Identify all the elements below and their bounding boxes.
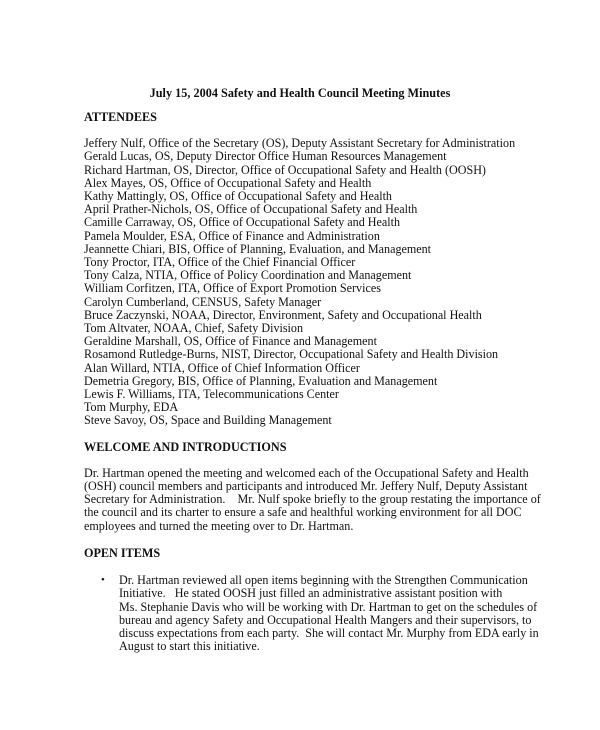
attendee-item: Alex Mayes, OS, Office of Occupational Safety and Health [84,175,372,190]
attendee-item: Geraldine Marshall, OS, Office of Finance and Management [84,334,377,349]
paragraph-line: employees and turned the meeting over to Dr. Hartman. [84,518,354,533]
paragraph-line: Dr. Hartman opened the meeting and welcomed each of the Occupational Safety and Health [84,465,529,480]
attendee-item: April Prather-Nichols, OS, Office of Occupational Safety and Health [84,202,418,217]
attendee-item: Tom Altvater, NOAA, Chief, Safety Division [84,321,304,336]
welcome-heading: WELCOME AND INTRODUCTIONS [84,439,287,454]
attendees-heading: ATTENDEES [84,110,157,124]
attendee-item: Jeannette Chiari, BIS, Office of Planning, Evaluation, and Management [84,241,432,256]
document-title: July 15, 2004 Safety and Health Council Meeting Minutes [149,86,451,100]
open-items-heading: OPEN ITEMS [84,545,161,560]
attendee-item: Jeffery Nulf, Office of the Secretary (OS), Deputy Assistant Secretary for Administration [84,136,516,151]
paragraph-line: bureau and agency Safety and Occupational Health Mangers and their supervisors, to [119,612,532,627]
bullet-icon: • [101,574,105,587]
attendee-item: Tom Murphy, EDA [84,400,179,415]
open-item [84,573,539,654]
paragraph-line: Initiative. He stated OOSH just filled an administrative assistant position with [119,586,503,601]
document-body [84,110,541,654]
attendee-item: Camille Carraway, OS, Office of Occupational Safety and Health [84,215,401,230]
attendee-item: Demetria Gregory, BIS, Office of Planning, Evaluation and Management [84,373,438,388]
paragraph-line: Dr. Hartman reviewed all open items beginning with the Strengthen Communication [119,573,528,588]
attendee-item: Lewis F. Williams, ITA, Telecommunications Center [84,387,339,402]
paragraph-line: Secretary for Administration. Mr. Nulf spoke briefly to the group restating the importance of [84,492,541,507]
attendee-item: Gerald Lucas, OS, Deputy Director Office Human Resources Management [84,149,447,164]
open-items-list [84,573,539,654]
paragraph-line: discuss expectations from each party. She will contact Mr. Murphy from EDA early in [119,625,539,640]
welcome-paragraph [84,465,541,533]
attendee-item: Bruce Zaczynski, NOAA, Director, Environment, Safety and Occupational Health [84,307,482,322]
attendee-list [84,137,524,427]
attendee-item: Tony Proctor, ITA, Office of the Chief Financial Officer [84,255,356,270]
attendee-item: Rosamond Rutledge-Burns, NIST, Director, Occupational Safety and Health Division [84,347,499,362]
attendee-item: Richard Hartman, OS, Director, Office of Occupational Safety and Health (OOSH) [84,162,486,177]
attendee-item: Alan Willard, NTIA, Office of Chief Information Officer [84,360,360,375]
attendee-item: Kathy Mattingly, OS, Office of Occupational Safety and Health [84,189,392,204]
attendee-item: Tony Calza, NTIA, Office of Policy Coordination and Management [84,268,412,283]
paragraph-line: Ms. Stephanie Davis who will be working with Dr. Hartman to get on the schedules of [119,599,538,614]
paragraph-line: the council and its charter to ensure a safe and healthful working environment for all DOC [84,505,522,520]
attendee-item: Steve Savoy, OS, Space and Building Management [84,413,332,428]
attendee-item: William Corfitzen, ITA, Office of Export Promotion Services [84,281,381,296]
paragraph-line: August to start this initiative. [119,639,260,654]
attendee-item: Carolyn Cumberland, CENSUS, Safety Manager [84,294,322,309]
attendee-item: Pamela Moulder, ESA, Office of Finance and Administration [84,228,380,243]
paragraph-line: (OSH) council members and participants and introduced Mr. Jeffery Nulf, Deputy Assistant [84,479,528,494]
